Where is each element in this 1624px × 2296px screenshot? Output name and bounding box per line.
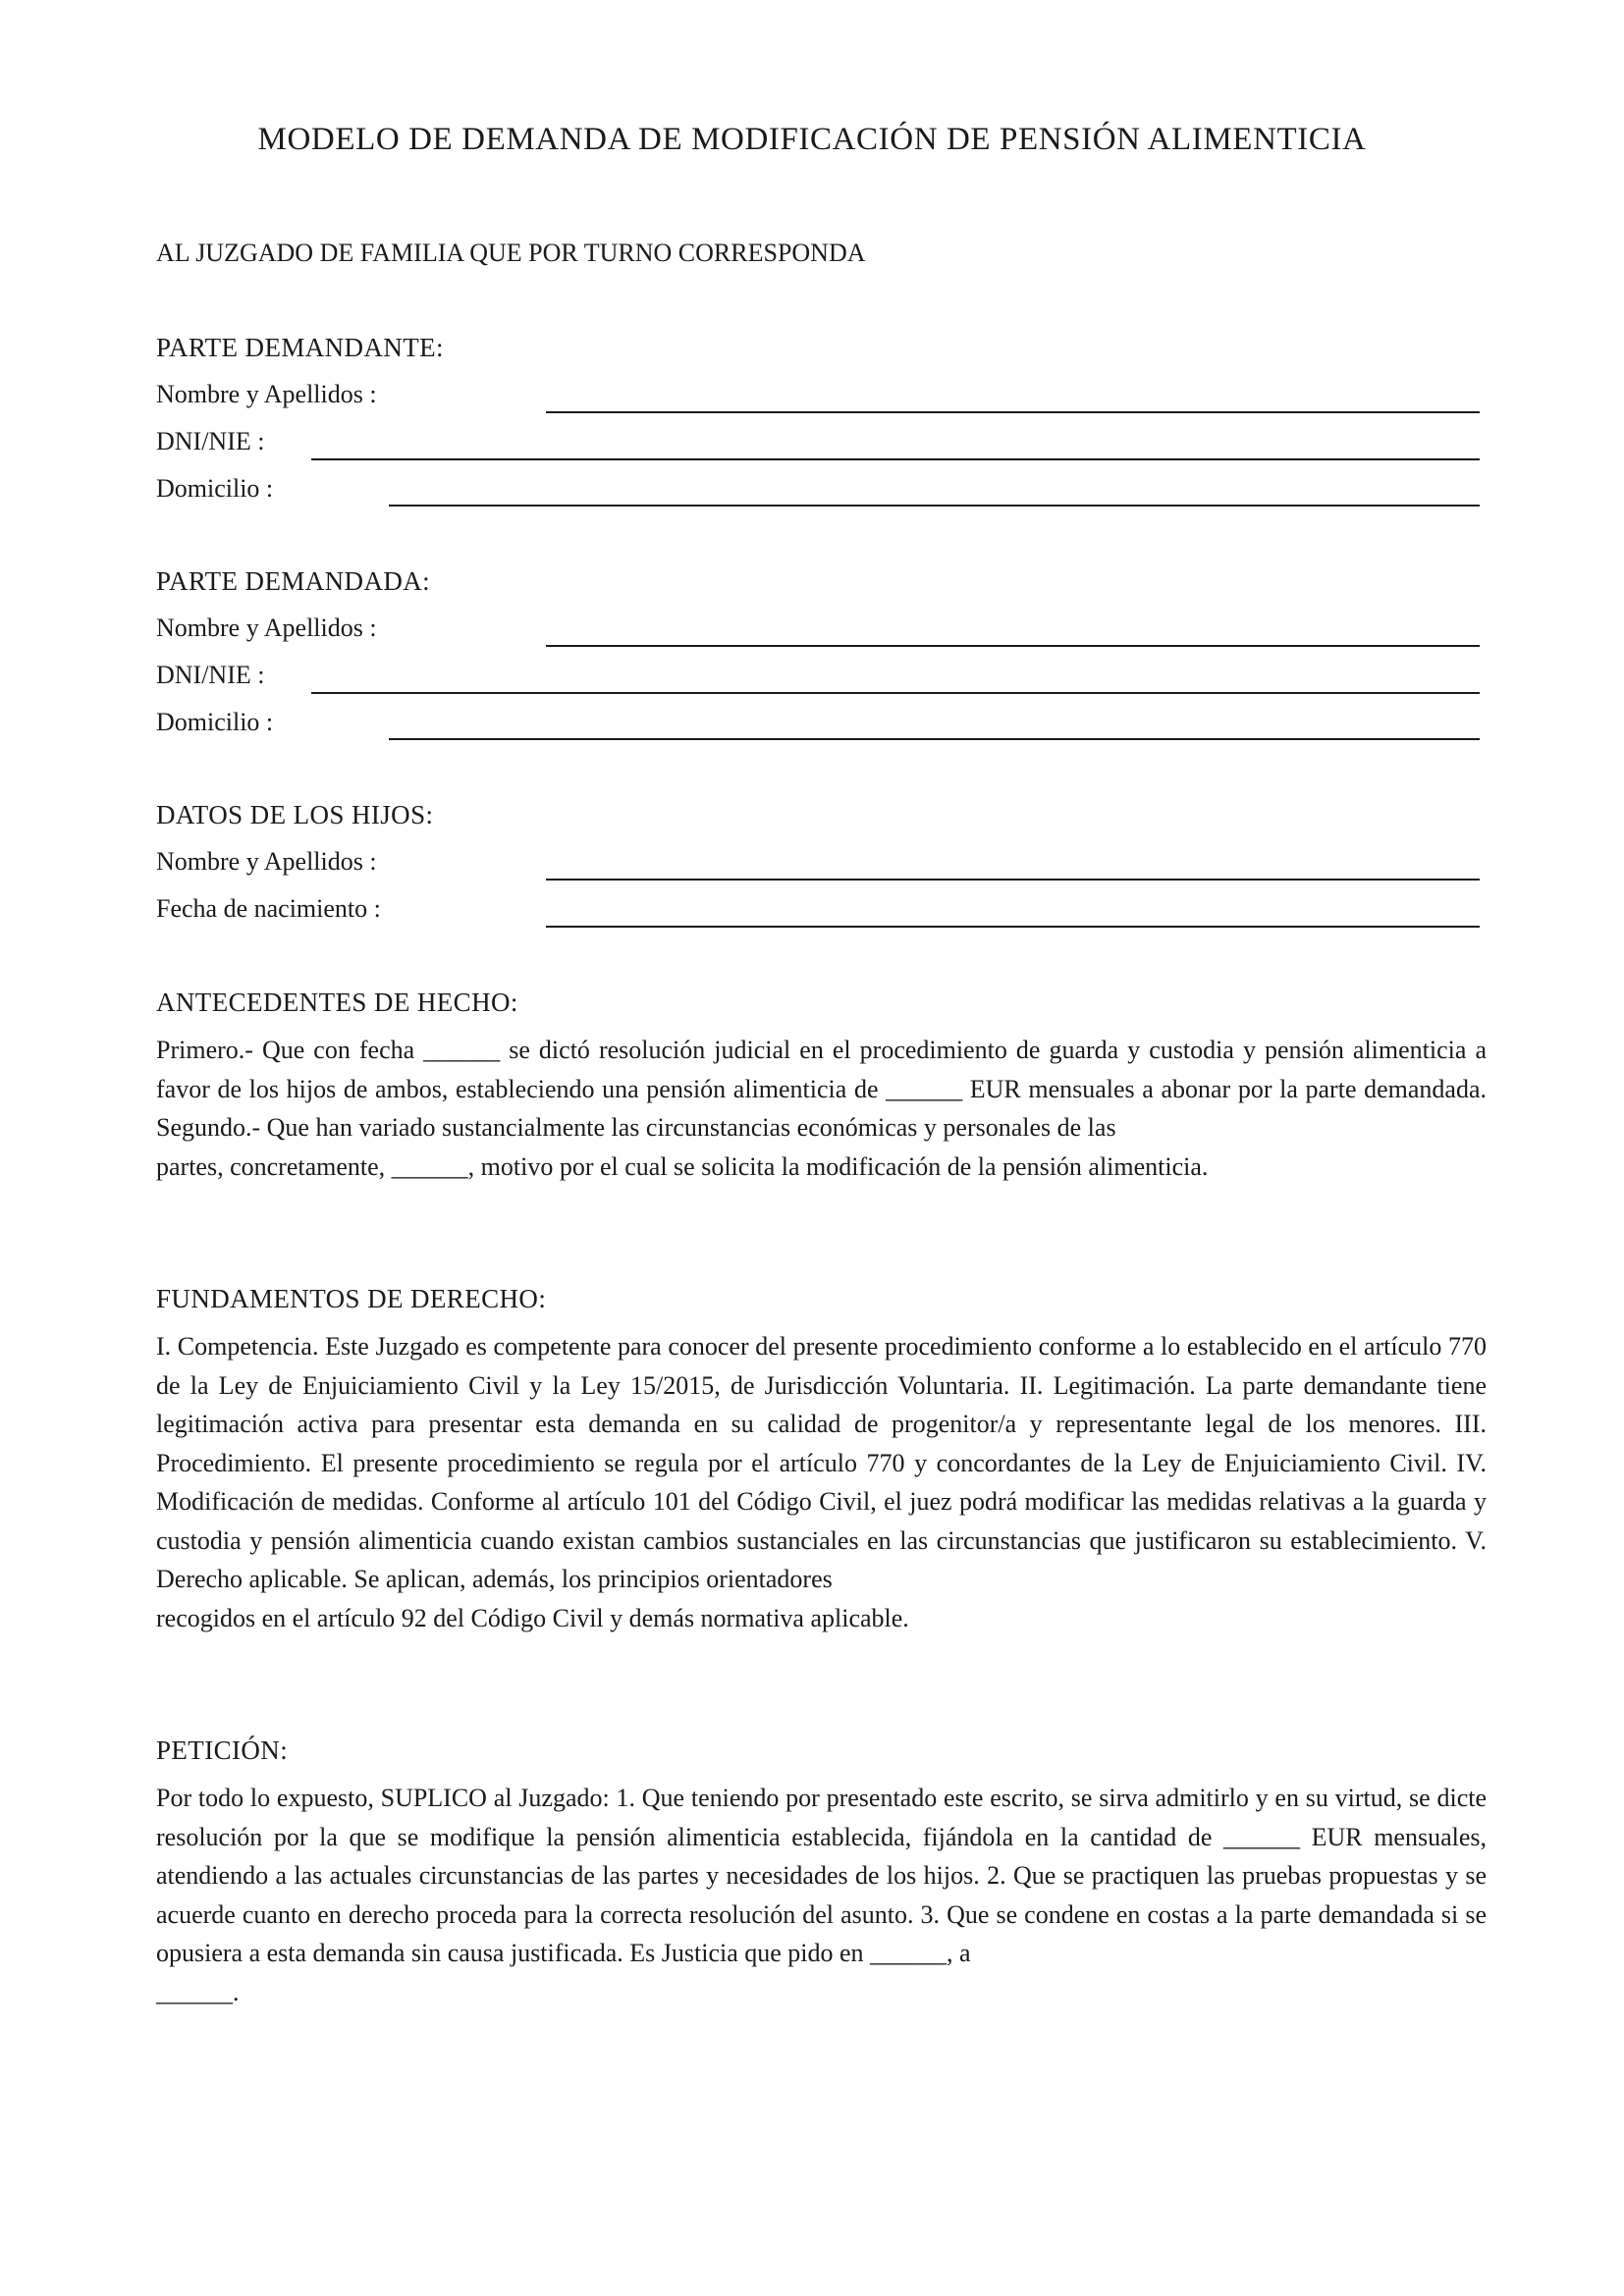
demandante-heading: PARTE DEMANDANTE: — [156, 333, 444, 362]
demandante-dni-label: DNI/NIE : — [156, 427, 265, 455]
demandante-dni-field[interactable] — [311, 458, 1480, 460]
peticion-text: Por todo lo expuesto, SUPLICO al Juzgado: 1. Que teniendo por presentado este escrito, se sirva admitirlo y en su virtud, se dicte resolución por la que se modifique la pensión alimenticia establecida, fijándola en la cantidad de ______ EUR mensuales, atendiendo a las actuales circunstancias de las partes y necesidades de los hijos. 2. Que se practiquen las pruebas propuestas y se acuerde cuanto en derecho proceda para la correcta resolución del asunto. 3. Que se condene en costas a la parte demandada si se opusiera a esta demanda sin causa justificada. Es Justicia que pido en ______, a — [156, 1784, 1487, 1967]
peticion-paragraph — [156, 1779, 1487, 2011]
antecedentes-text: Primero.- Que con fecha ______ se dictó resolución judicial en el procedimiento de guarda y custodia y pensión alimenticia a favor de los hijos de ambos, estableciendo una pensión alimenticia de ______ EUR mensuales a abonar por la parte demandada. Segundo.- Que han variado sustancialmente las circunstancias económicas y personales de las — [156, 1036, 1487, 1142]
demandada-dni-label: DNI/NIE : — [156, 661, 265, 689]
antecedentes-paragraph — [156, 1031, 1487, 1186]
document-title: MODELO DE DEMANDA DE MODIFICACIÓN DE PENSIÓN ALIMENTICIA — [257, 122, 1367, 157]
demandante-domicilio-field[interactable] — [389, 505, 1480, 507]
peticion-last-line: ______. — [156, 1977, 240, 2006]
antecedentes-last-line: partes, concretamente, ______, motivo por el cual se solicita la modificación de la pensión alimenticia. — [156, 1151, 1209, 1181]
hijos-nombre-label: Nombre y Apellidos : — [156, 847, 377, 876]
demandada-domicilio-label: Domicilio : — [156, 708, 274, 736]
hijos-heading: DATOS DE LOS HIJOS: — [156, 800, 434, 829]
hijos-nombre-field[interactable] — [546, 879, 1480, 881]
fundamentos-last-line: recogidos en el artículo 92 del Código Civil y demás normativa aplicable. — [156, 1603, 909, 1632]
fundamentos-text: I. Competencia. Este Juzgado es competente para conocer del presente procedimiento conforme a lo establecido en el artículo 770 de la Ley de Enjuiciamiento Civil y la Ley 15/2015, de Jurisdicción Voluntaria. II. Legitimación. La parte demandante tiene legitimación activa para presentar esta demanda en su calidad de progenitor/a y representante legal de los menores. III. Procedimiento. El presente procedimiento se regula por el artículo 770 y concordantes de la Ley de Enjuiciamiento Civil. IV. Modificación de medidas. Conforme al artículo 101 del Código Civil, el juez podrá modificar las medidas relativas a la guarda y custodia y pensión alimenticia cuando existan cambios sustanciales en las circunstancias que justificaron su establecimiento. V. Derecho aplicable. Se aplican, además, los principios orientadores — [156, 1332, 1487, 1593]
demandada-domicilio-field[interactable] — [389, 738, 1480, 740]
demandada-heading: PARTE DEMANDADA: — [156, 566, 431, 596]
antecedentes-heading: ANTECEDENTES DE HECHO: — [156, 988, 518, 1017]
fundamentos-paragraph — [156, 1327, 1487, 1637]
demandada-dni-field[interactable] — [311, 692, 1480, 694]
demandante-domicilio-label: Domicilio : — [156, 474, 274, 503]
demandante-nombre-label: Nombre y Apellidos : — [156, 380, 377, 408]
demandada-nombre-label: Nombre y Apellidos : — [156, 614, 377, 642]
court-addressee: AL JUZGADO DE FAMILIA QUE POR TURNO CORRESPONDA — [156, 239, 866, 267]
hijos-fecha-field[interactable] — [546, 926, 1480, 928]
peticion-heading: PETICIÓN: — [156, 1735, 289, 1765]
demandada-nombre-field[interactable] — [546, 645, 1480, 647]
fundamentos-heading: FUNDAMENTOS DE DERECHO: — [156, 1284, 547, 1313]
demandante-nombre-field[interactable] — [546, 411, 1480, 413]
hijos-fecha-label: Fecha de nacimiento : — [156, 894, 381, 923]
